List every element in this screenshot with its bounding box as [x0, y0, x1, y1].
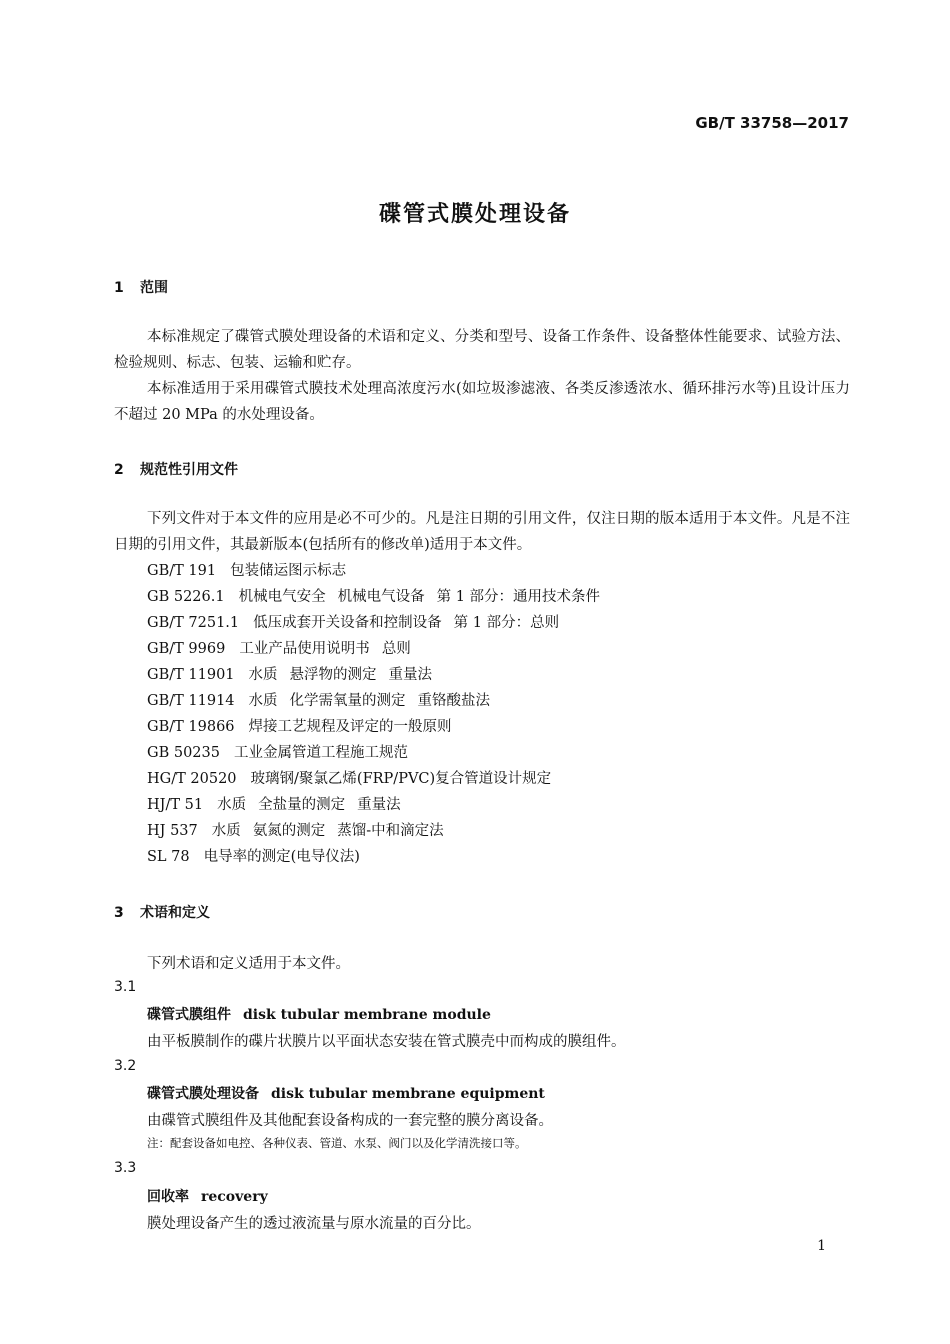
section-number: 3 [114, 905, 124, 921]
page-number: 1 [817, 1238, 826, 1254]
reference-title: 焊接工艺规程及评定的一般原则 [248, 719, 452, 735]
reference-title: 氨氮的测定 [252, 823, 326, 839]
reference-title: 重量法 [357, 797, 401, 813]
terms-intro: 下列术语和定义适用于本文件。 [147, 956, 350, 972]
term-heading [147, 1083, 545, 1103]
section-heading-normative-references [114, 459, 238, 479]
document-title: 碟管式膜处理设备 [378, 202, 571, 227]
reference-item [147, 639, 411, 659]
scope-paragraph-1: 本标准规定了碟管式膜处理设备的术语和定义、分类和型号、设备工作条件、设备整体性能要求、试验方法、检验规则、标志、包装、运输和贮存。 [114, 329, 850, 371]
reference-code: GB 50235 [147, 745, 220, 761]
term-definition: 由平板膜制作的碟片状膜片以平面状态安装在管式膜壳中而构成的膜组件。 [147, 1034, 626, 1050]
reference-item [147, 587, 600, 607]
reference-item [147, 743, 408, 763]
reference-code: GB 5226.1 [147, 589, 225, 605]
reference-title: 悬浮物的测定 [289, 667, 377, 683]
reference-code: HJ 537 [147, 823, 198, 839]
scope-paragraph-2: 本标准适用于采用碟管式膜技术处理高浓度污水(如垃圾渗滤液、各类反渗透浓水、循环排污水等)且设计压力不超过 20 MPa 的水处理设备。 [114, 381, 850, 423]
reference-item [147, 665, 432, 685]
reference-title: 包装储运图示标志 [230, 563, 347, 579]
section-number: 2 [114, 462, 124, 478]
reference-title: 玻璃钢/聚氯乙烯(FRP/PVC)复合管道设计规定 [250, 771, 552, 787]
reference-title: 第 1 部分：总则 [453, 615, 560, 631]
reference-code: GB/T 11901 [147, 667, 235, 683]
reference-title: 水质 [211, 823, 241, 839]
references-intro [114, 506, 850, 558]
term-chinese: 碟管式膜处理设备 [147, 1086, 259, 1102]
reference-item [147, 847, 360, 867]
term-definition: 由碟管式膜组件及其他配套设备构成的一套完整的膜分离设备。 [147, 1113, 553, 1129]
clause-number: 3.3 [114, 1160, 137, 1176]
term-chinese: 回收率 [147, 1189, 189, 1205]
reference-title: 工业产品使用说明书 [239, 641, 370, 657]
reference-item [147, 717, 452, 737]
section-heading-scope [114, 277, 168, 297]
reference-code: HG/T 20520 [147, 771, 237, 787]
term-definition: 膜处理设备产生的透过液流量与原水流量的百分比。 [147, 1216, 481, 1232]
reference-code: HJ/T 51 [147, 797, 204, 813]
term-chinese: 碟管式膜组件 [147, 1007, 231, 1023]
reference-code: SL 78 [147, 849, 190, 865]
term-heading [147, 1186, 268, 1206]
reference-title: 机械电气设备 [337, 589, 425, 605]
reference-item [147, 821, 444, 841]
term-note: 注：配套设备如电控、各种仪表、管道、水泵、阀门以及化学清洗接口等。 [147, 1136, 527, 1150]
reference-title: 蒸馏-中和滴定法 [337, 823, 444, 839]
standard-number: GB/T 33758—2017 [695, 114, 849, 132]
term-english: recovery [201, 1189, 268, 1205]
reference-title: 水质 [248, 667, 278, 683]
reference-title: 重量法 [388, 667, 433, 683]
term-english: disk tubular membrane equipment [271, 1086, 545, 1102]
term-english: disk tubular membrane module [243, 1007, 491, 1023]
clause-number: 3.1 [114, 979, 137, 995]
scope-paragraphs [114, 324, 850, 428]
reference-item [147, 795, 401, 815]
reference-item [147, 691, 490, 711]
section-title: 规范性引用文件 [140, 462, 238, 478]
reference-code: GB/T 7251.1 [147, 615, 240, 631]
reference-title: 水质 [248, 693, 278, 709]
reference-code: GB/T 9969 [147, 641, 226, 657]
reference-title: 总则 [381, 641, 411, 657]
section-title: 术语和定义 [140, 905, 210, 921]
section-number: 1 [114, 280, 124, 296]
reference-title: 全盐量的测定 [258, 797, 346, 813]
term-heading [147, 1004, 491, 1024]
reference-code: GB/T 19866 [147, 719, 235, 735]
reference-code: GB/T 11914 [147, 693, 235, 709]
reference-title: 第 1 部分：通用技术条件 [436, 589, 601, 605]
reference-title: 水质 [217, 797, 247, 813]
reference-title: 工业金属管道工程施工规范 [233, 745, 408, 761]
reference-title: 机械电气安全 [238, 589, 326, 605]
clause-number: 3.2 [114, 1058, 137, 1074]
section-heading-terms-definitions [114, 902, 210, 922]
reference-title: 低压成套开关设备和控制设备 [253, 615, 442, 631]
reference-item [147, 561, 346, 581]
reference-title: 化学需氧量的测定 [289, 693, 406, 709]
section-title: 范围 [140, 280, 168, 296]
references-intro-paragraph: 下列文件对于本文件的应用是必不可少的。凡是注日期的引用文件，仅注日期的版本适用于本文件。凡是不注日期的引用文件，其最新版本(包括所有的修改单)适用于本文件。 [114, 511, 850, 553]
reference-item [147, 769, 551, 789]
reference-title: 电导率的测定(电导仪法) [203, 849, 360, 865]
reference-item [147, 613, 559, 633]
reference-code: GB/T 191 [147, 563, 217, 579]
reference-title: 重铬酸盐法 [417, 693, 491, 709]
